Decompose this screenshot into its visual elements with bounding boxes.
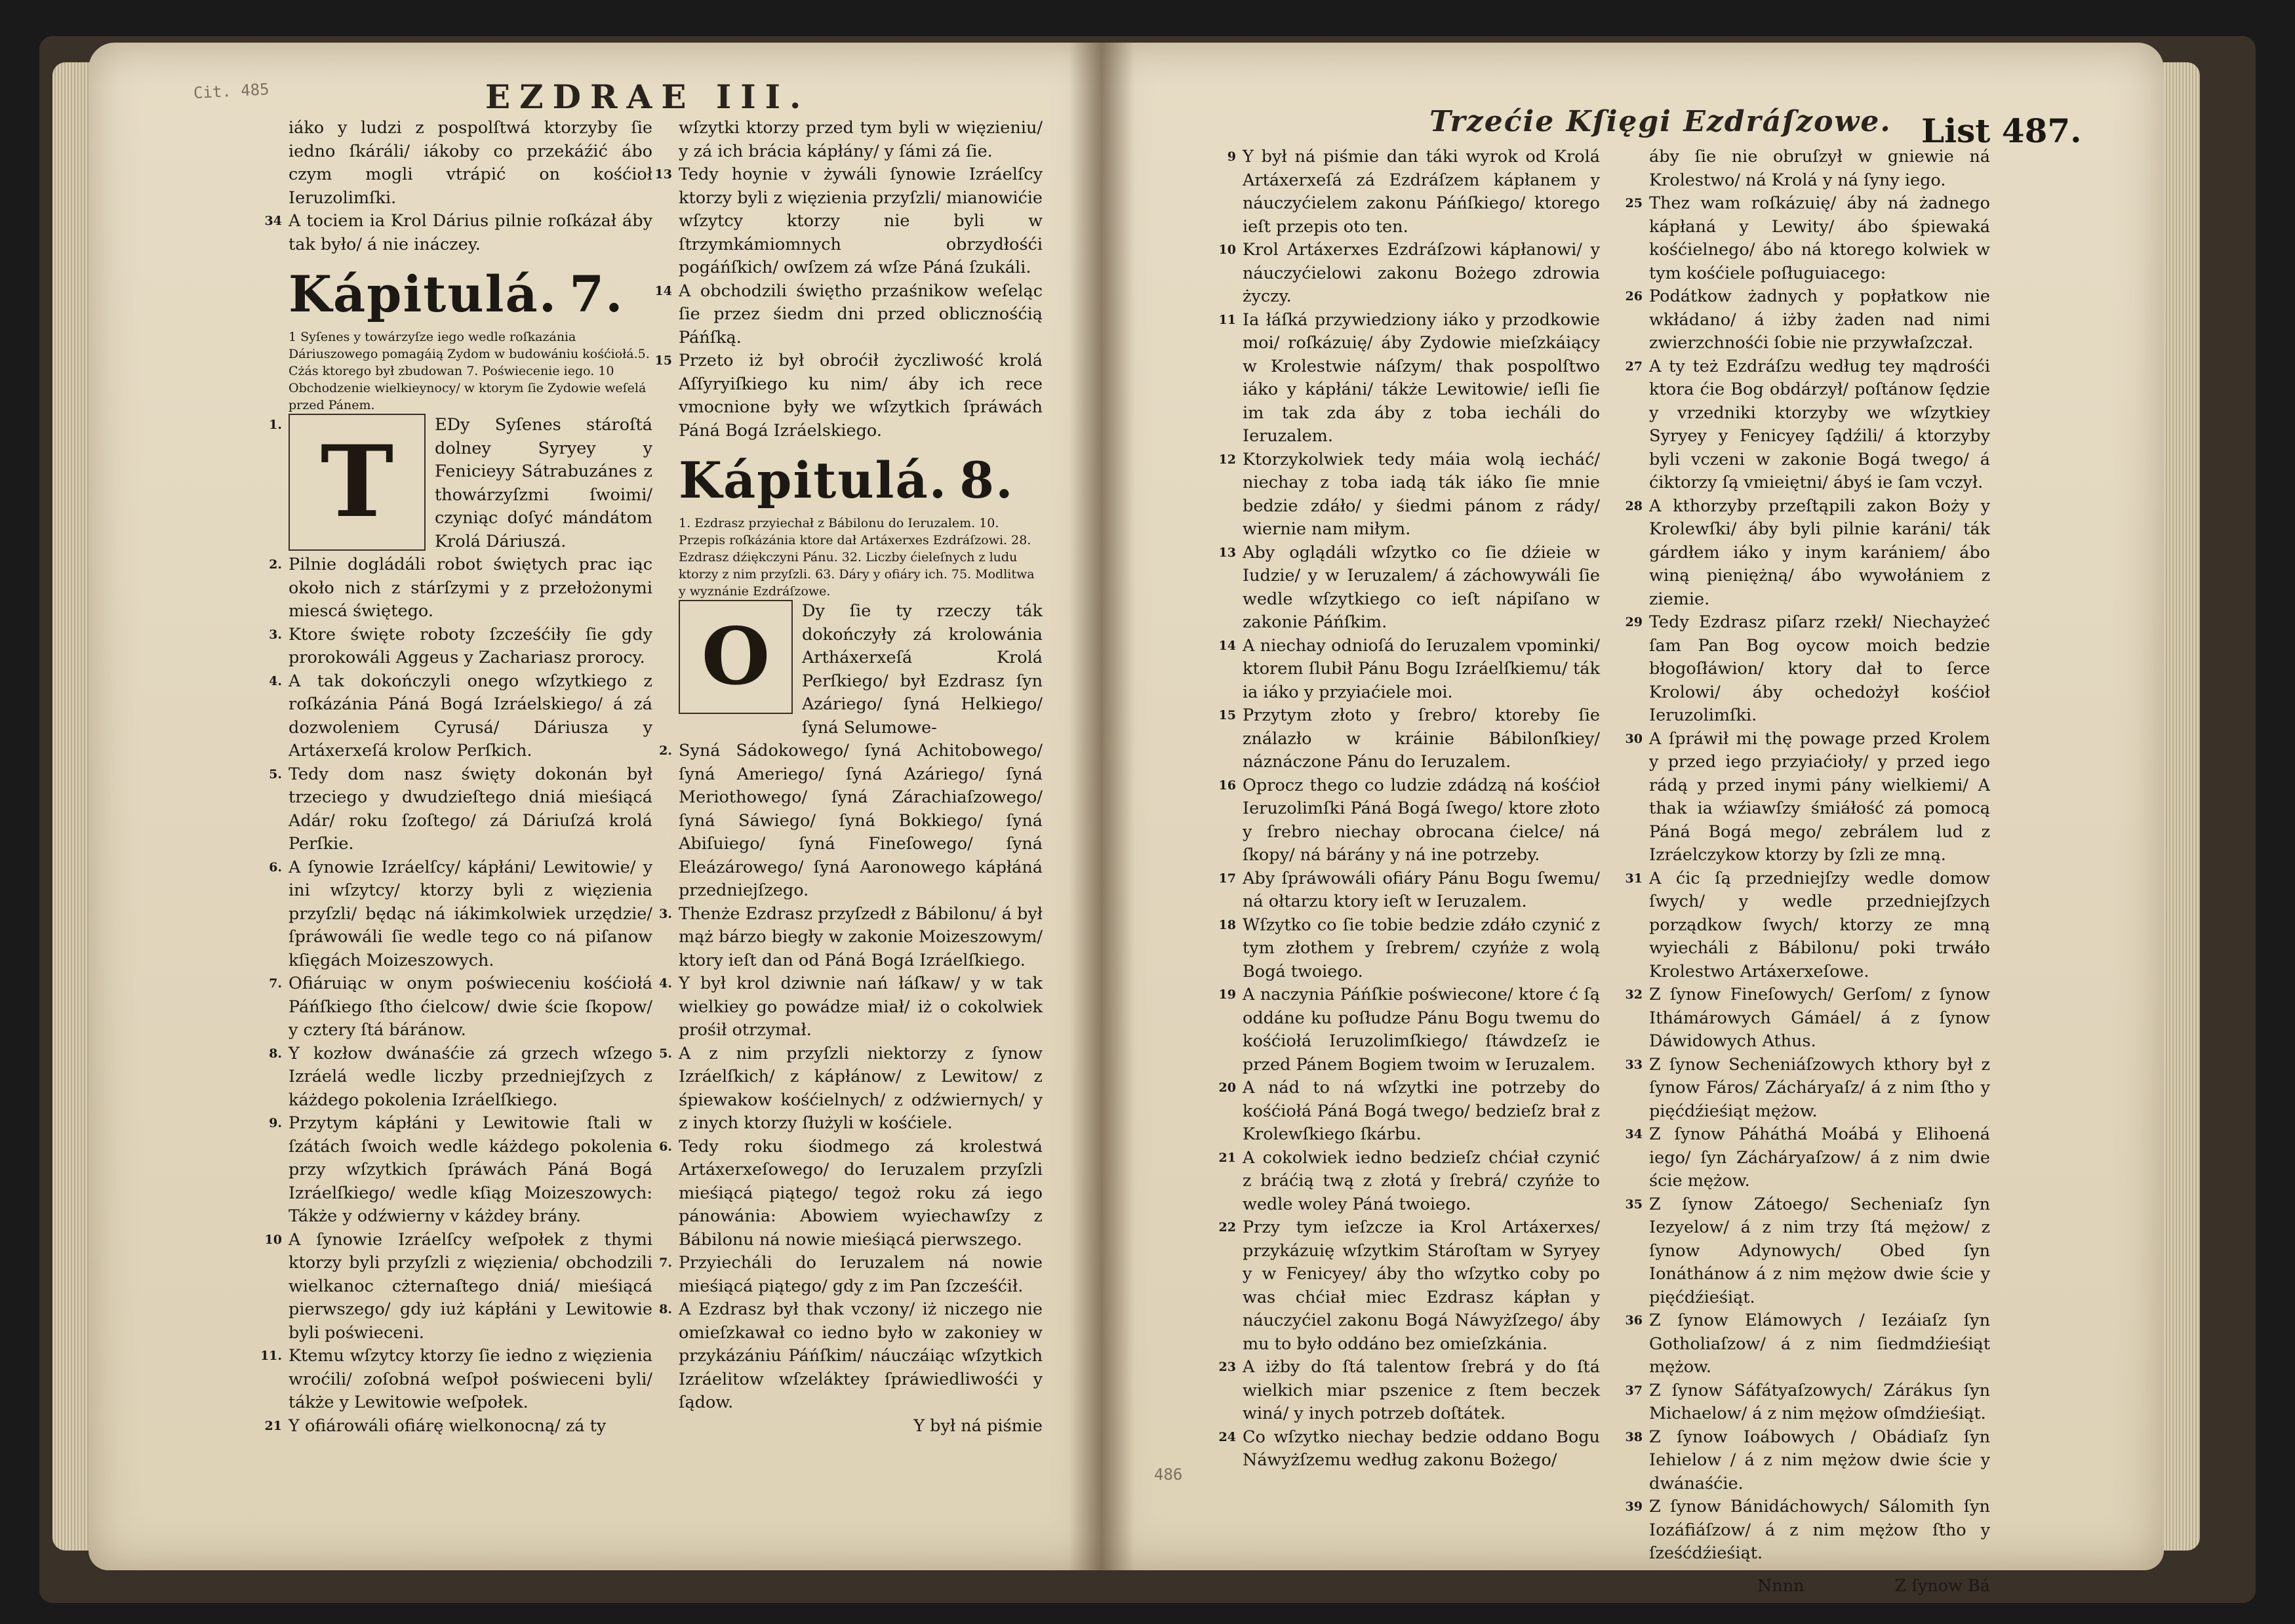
page-edges-right	[2161, 62, 2200, 1551]
verse	[1218, 448, 1600, 542]
verse-text: Co wſzytko niechay bedzie oddano Bogu Náwyżſzemu według zakonu Bożego/	[1243, 1427, 1600, 1470]
verse	[1625, 495, 1990, 612]
catchword-right: Z ſynow Bá	[1894, 1575, 1990, 1596]
verse	[1625, 983, 1990, 1054]
verse	[1218, 1426, 1600, 1473]
verse-text: Aby oglądáli wſzytko co ſie dźieie w Iudzie/ y w Ieruzalem/ á záchowywáli ſie wedle wſzytkiego co ieſt nápiſano w zakonie Páńſkim.	[1243, 542, 1600, 632]
verse-text: A naczynia Páńſkie poświecone/ ktore ć ſą oddáne ku poſłudze Pánu Bogu twemu do kośćiołá Ieruzolimſkiego/ ſtáwdzeſz ie przed Pánem Bogiem twoim w Ieruzalem.	[1243, 985, 1600, 1075]
verse-text: Przytym kápłáni y Lewitowie ſtali w ſzátách ſwoich wedle káżdego pokolenia przy wſzytkich ſpráwách Páná Bogá Izráelſkiego/ wedle kſiąg Moizeszowych: Tákże y odźwierny v káżdey brány.	[289, 1113, 652, 1226]
verse-number: 30	[1625, 731, 1643, 746]
verse	[1625, 1309, 1990, 1379]
chapter-7-title: Kápitulá.	[289, 265, 558, 323]
verse-text: Z ſynow Ioábowych / Obádiaſz ſyn Iehielow / á z nim mężow dwie ście y dwánaśćie.	[1649, 1427, 1990, 1494]
verse	[269, 972, 652, 1042]
verse-text: A nád to ná wſzytki ine potrzeby do kośćiołá Páná Bogá twego/ bedzieſz brał z Krolewſkiego ſkárbu.	[1243, 1078, 1600, 1144]
verse-number: 14	[654, 283, 672, 298]
dropcap-letter: O	[701, 610, 770, 703]
verse-text: A z nim przyſzli niektorzy z ſynow Izráelſkich/ z kápłánow/ z Lewitow/ z śpiewakow kośćielnych/ z odźwiernych/ y z inych ktorzy ſłużyli w kośćiele.	[679, 1043, 1043, 1133]
page-edges-left	[52, 62, 92, 1551]
verse-text: Ia łáſká przywiedziony iáko y przodkowie moi/ roſkázuię/ áby Zydowie mieſzkáiący w Krolestwie náſzym/ thak pospolſtwo iáko y kápłáni/ tákże Lewitowie/ ieſli ſie im tak zda áby z toba iecháli do Ieruzalem.	[1243, 309, 1600, 446]
verse-text: Syná Sádokowego/ ſyná Achitobowego/ ſyná Ameriego/ ſyná Azáriego/ ſyná Meriothowego/ ſyná Zárachiaſzowego/ ſyná Sáwiego/ ſyná Bokkiego/ ſyná Abiſuiego/ ſyná Fineſowego/ ſyná Eleázárowego/ ſyná Aaronowego kápłáná przedniejſzego.	[679, 741, 1043, 900]
verse-number: 36	[1625, 1313, 1643, 1328]
verse-number: 9.	[269, 1116, 282, 1130]
verse	[1625, 1193, 1990, 1310]
chapter-7-summary: 1 Syſenes y towárzyſze iego wedle roſkazánia Dáriuszowego pomagáią Zydom w budowániu kośćiołá.5. Cżás ktorego był zbudowan 7. Poświecenie iego. 10 Obchodzenie wielkieynocy/ w ktorym ſie Zydowie weſelá przed Pánem.	[289, 330, 650, 412]
verse-number: 3.	[659, 906, 672, 921]
verse-text: A ſynowie Izráelſcy/ kápłáni/ Lewitowie/ y ini wſzytcy/ ktorzy byli z więzienia przyſzli/ będąc ná iákimkolwiek urzędzie/ ſpráwowáli ſie wedle tego co ná piſanow kſięgách Moizeszowych.	[289, 857, 652, 970]
pencil-note-right: 486	[1154, 1465, 1183, 1484]
verse-text: Tedy hoynie v żywáli ſynowie Izráelſcy ktorzy byli z więzienia przyſzli/ mianowićie wſzytcy ktorzy nie byli w ſtrzymkámiomnych obrzydłośći pogáńſkich/ owſzem zá wſze Páná ſzukáli.	[679, 165, 1043, 277]
verse-text: Krol Artáxerxes Ezdráſzowi kápłanowi/ y náuczyćielowi zakonu Bożego zdrowia życzy.	[1243, 240, 1600, 306]
verse-number: 6.	[659, 1139, 672, 1154]
verse-number: 2.	[659, 743, 672, 758]
verse	[269, 670, 652, 763]
left-column-1	[260, 117, 652, 1438]
verse	[1218, 774, 1600, 867]
verse	[1218, 1356, 1600, 1426]
verse-text: iáko y ludzi z pospolſtwá ktorzyby ſie iedno ſkáráli/ iákoby co przekáźić ábo czym mogli vtrápić on kośćioł Ieruzolimſki.	[289, 118, 652, 208]
chapter-8-number: 8.	[959, 451, 1014, 509]
verse-number: 10	[264, 1232, 282, 1247]
verse-number: 19	[1218, 987, 1236, 1002]
verse	[679, 117, 1043, 163]
verse	[654, 349, 1043, 443]
verse-text: Dy ſie ty rzeczy ták dokończyły zá krolowánia Artháxerxeſá Krolá Perſkiego/ był Ezdrasz ſyn Azáriego/ ſyná Helkiego/ ſyná Selumowe-	[802, 601, 1043, 738]
verse-number: 10	[1218, 243, 1236, 257]
verse-number: 14	[1218, 638, 1236, 653]
chapter-7-heading	[289, 263, 652, 326]
verse-number: 9	[1227, 149, 1236, 164]
verse-text: A tak dokończyli onego wſzytkiego z roſkázánia Páná Bogá Izráelskiego/ á zá dozwoleniem Cyrusá/ Dáriusza y Artáxerxeſá krolow Perſkich.	[289, 671, 652, 761]
verse	[1625, 1123, 1990, 1193]
verse-number: 4.	[269, 673, 282, 688]
verse	[659, 1298, 1043, 1415]
verse	[1625, 192, 1990, 285]
verse	[264, 1415, 652, 1438]
verse-number: 22	[1218, 1220, 1236, 1235]
verse	[1218, 704, 1600, 774]
verse-text: Przy tym ieſzcze ia Krol Artáxerxes/ przykázuię wſzytkim Stároſtam w Syryey y w Fenicyey/ áby tho wſzytko coby po was chćiał miec Ezdrasz kápłan y náuczyćiel zakonu Bogá Náwyżſzego/ áby mu to było oddáno bez omieſzkánia.	[1243, 1218, 1600, 1354]
verse	[1218, 239, 1600, 309]
verse	[1218, 635, 1600, 705]
verse	[1218, 914, 1600, 984]
verse-number: 34	[264, 214, 282, 228]
verse-number: 23	[1218, 1360, 1236, 1374]
verse	[289, 117, 652, 210]
folio-number: List 487.	[1921, 111, 2082, 150]
verse-number: 28	[1625, 498, 1643, 513]
verse	[1227, 146, 1600, 239]
verse	[659, 1252, 1043, 1298]
verse-text: Z ſynow Sáfátyaſzowych/ Zárákus ſyn Michaelow/ á z nim mężow oſmdźieśiąt.	[1649, 1380, 1990, 1423]
verse-text: Thenże Ezdrasz przyſzedł z Bábilonu/ á był mąż bárzo biegły w zakonie Moizeszowym/ ktory ieſt dan od Páná Bogá Izráelſkiego.	[679, 903, 1043, 970]
verse-number: 5.	[659, 1046, 672, 1061]
verse-number: 20	[1218, 1080, 1236, 1095]
verse-number: 12	[1218, 452, 1236, 467]
verse	[1218, 309, 1600, 448]
verse-number: 33	[1625, 1057, 1643, 1072]
verse-text: Ofiáruiąc w onym poświeceniu kośćiołá Páńſkiego ſtho ćielcow/ dwie ście ſkopow/ y cztery ſtá báránow.	[289, 974, 652, 1040]
verse-text: Z ſynow Zátoego/ Secheniaſz ſyn Iezyelow/ á z nim trzy ſtá mężow/ z ſynow Adynowych/ Obed ſyn Ionáthánow á z nim mężow dwie ście y pięćdźieśiąt.	[1649, 1194, 1990, 1307]
pencil-note-left: Cit. 485	[193, 79, 270, 103]
verse-text: A niechay odnioſá do Ieruzalem vpominki/ ktorem ſlubił Pánu Bogu Izráelſkiemu/ ták ia iáko y przyiaćiele moi.	[1243, 635, 1600, 702]
verse-number: 24	[1218, 1429, 1236, 1444]
verse-number: 1.	[269, 418, 282, 432]
verse-number: 11	[1218, 312, 1236, 327]
chapter-8-title: Kápitulá.	[679, 451, 948, 509]
verse-text: Tedy roku śiodmego zá krolestwá Artáxerxeſowego/ do Ieruzalem przyſzli mieśiącá piątego/ tegoż roku zá iego pánowánia: Abowiem wyiechawſzy z Bábilonu ná nowie mieśiącá pierwszego.	[679, 1136, 1043, 1250]
verse	[269, 624, 652, 670]
chapter-8-heading	[679, 449, 1043, 512]
verse-text: Przytym złoto y ſrebro/ ktoreby ſie ználazło w kráinie Bábilonſkiey/ náznáczone Pánu do Ieruzalem.	[1243, 705, 1600, 772]
verse-number: 21	[1218, 1150, 1236, 1165]
verse-number: 13	[654, 167, 672, 182]
verse-number: 32	[1625, 987, 1643, 1002]
verse-text: Oprocz thego co ludzie zdádzą ná kośćioł Ieruzolimſki Páná Bogá ſwego/ ktore złoto y ſrebro niechay obrocana ćielce/ ná ſkopy/ ná bárány y ná ine potrzeby.	[1243, 775, 1600, 865]
verse	[1218, 1147, 1600, 1217]
verse-text: Pilnie dogládáli robot świętych prac iąc około nich z stárſzymi y z przełożonymi miescá świętego.	[289, 555, 652, 621]
verse-text: Tedy dom nasz święty dokonán był trzeciego y dwudzieſtego dniá mieśiącá Adár/ roku ſzoſtego/ zá Dáriuſzá krolá Perſkie.	[289, 764, 652, 854]
verse-number: 11.	[260, 1349, 282, 1363]
verse	[659, 1136, 1043, 1252]
verse-number: 8.	[269, 1046, 282, 1061]
verse	[1625, 1426, 1990, 1496]
verse	[269, 1112, 652, 1229]
verse-number: 18	[1218, 917, 1236, 932]
verse-number: 39	[1625, 1499, 1643, 1514]
verse	[260, 1345, 652, 1415]
verse-text: áby ſie nie obruſzył w gniewie ná Krolestwo/ ná Krolá y ná ſyny iego.	[1649, 147, 1990, 190]
verse-text: Y ofiárowáli ofiárę wielkonocną/ zá ty	[289, 1416, 607, 1436]
verse-text: wſzytki ktorzy przed tym byli w więzieniu/ y zá ich brácia kápłány/ y ſámi zá ſie.	[679, 118, 1043, 161]
verse-number: 35	[1625, 1197, 1643, 1212]
verse-text: Z ſynow Bánidáchowych/ Sálomith ſyn Iozáfiáſzow/ á z nim mężow ſtho y ſześćdźieśiąt.	[1649, 1497, 1990, 1563]
verse-number: 38	[1625, 1429, 1643, 1444]
verse	[269, 763, 652, 856]
verse-text: Przeto iż był obroćił życzliwość krolá Aſſyryiſkiego ku nim/ áby ich rece vmocnione były we wſzytkich ſpráwách Páná Bogá Izráelskiego.	[679, 351, 1043, 441]
verse-number: 37	[1625, 1383, 1643, 1398]
verse-number: 27	[1625, 359, 1643, 374]
verse	[1625, 285, 1990, 355]
verse	[269, 414, 652, 553]
right-column-1	[1218, 146, 1600, 1473]
verse-number: 25	[1625, 196, 1643, 210]
verse-text: A ty też Ezdráſzu według tey mądrośći ktora ćie Bog obdárzył/ poſtánow ſędzie y vrzedniki ktorzyby we wſzytkiey Syryey y Fenicyey ſądźili/ á ktorzyby byli vczeni w zakonie Bogá twego/ á ćiktorzy ſą vmieiętni/ ábyś ie ſam vczył.	[1649, 356, 1990, 492]
verse	[1625, 355, 1990, 495]
verse-number: 6.	[269, 860, 282, 875]
verse-number: 7.	[269, 976, 282, 991]
verse	[1625, 1379, 1990, 1426]
verse	[1625, 867, 1990, 984]
verse-number: 3.	[269, 627, 282, 642]
verse-number: 15	[654, 353, 672, 368]
verse	[269, 856, 652, 973]
verse-text: Z ſynow Fineſowych/ Gerſom/ z ſynow Ithámárowych Gámáel/ á z ſynow Dáwidowych Athus.	[1649, 985, 1990, 1051]
verse-number: 2.	[269, 557, 282, 572]
verse-text: Wſzytko co ſie tobie bedzie zdáło czynić z tym złothem y ſrebrem/ czyńże z wolą Bogá twoiego.	[1243, 915, 1600, 981]
verse-text: Y kozłow dwánaśćie zá grzech wſzego Izráelá wedle liczby przedniejſzych z káżdego pokolenia Izráelſkiego.	[289, 1043, 652, 1110]
verse	[1625, 728, 1990, 867]
verse	[659, 972, 1043, 1042]
verse-text: A ſynowie Izráelſcy weſpołek z thymi ktorzy byli przyſzli z więzienia/ obchodzili wielkanoc cżternaſtego dniá/ mieśiącá pierwszego/ gdy iuż kápłáni y Lewitowie byli poświeceni.	[289, 1229, 652, 1343]
verse-text: Tedy Ezdrasz piſarz rzekł/ Niechayżeć ſam Pan Bog oycow moich bedzie błogoſłáwion/ ktory dał to ſerce Krolowi/ áby ochedożył kośćioł Ieruzolimſki.	[1649, 612, 1990, 725]
verse	[1625, 1054, 1990, 1124]
verse-text: Z ſynow Páháthá Moábá y Elihoená iego/ ſyn Zácháryaſzow/ á z nim dwie ście mężow.	[1649, 1124, 1990, 1191]
verse	[264, 1229, 652, 1345]
verse-number: 31	[1625, 871, 1643, 886]
verse-text: A tociem ia Krol Dárius pilnie roſkázał áby tak było/ á nie ináczey.	[289, 211, 652, 254]
dropcap-letter: T	[320, 424, 394, 540]
verse-text: A cokolwiek iedno bedzieſz chćiał czynić z bráćią twą z złotá y ſrebrá/ czyńże to wedle woley Páná twoiego.	[1243, 1147, 1600, 1214]
verse-text: A ſpráwił mi thę powage przed Krolem y przed iego przyiaćioły/ y przed iego rádą y przed inymi pány wielkiemi/ A thak ia wźiawſzy śmiáłość zá pomocą Páná Bogá mego/ zebrálem lud z Izráelczykow ktorzy by ſzli ze mną.	[1649, 728, 1990, 865]
verse-text: Thez wam roſkázuię/ áby ná żadnego kápłaná y Lewity/ ábo śpiewaká kośćielnego/ ábo ná ktorego kolwiek w tym kośćiele poſługuiacego:	[1649, 193, 1990, 283]
right-column-2	[1625, 146, 1990, 1598]
verse	[1218, 1216, 1600, 1356]
verse	[1649, 146, 1990, 192]
verse	[269, 1042, 652, 1113]
verse-text: Y był ná piśmie dan táki wyrok od Krolá Artáxerxeſá zá Ezdráſzem kápłanem y náuczyćielem zakonu Páńſkiego/ ktorego ieſt przepis oto ten.	[1243, 147, 1600, 237]
gutter-shadow	[1069, 43, 1134, 1570]
verse-text: A Ezdrasz był thak vczony/ iż niczego nie omieſzkawał co iedno było w zakoniey w przykázániu Páńſkim/ náuczáiąc wſzytkich Izráelitow wſzeláktey ſpráwiedliwośći y ſądow.	[679, 1299, 1043, 1412]
verse-number: 29	[1625, 615, 1643, 629]
verse	[269, 553, 652, 624]
catchword-left: Y był ná piśmie	[913, 1416, 1043, 1436]
left-column-2	[654, 117, 1043, 1438]
running-head-left: EZDRAE III.	[485, 77, 810, 116]
verse-text: Aby ſpráwowáli ofiáry Pánu Bogu ſwemu/ ná ołtarzu ktory ieſt w Ieruzalem.	[1243, 868, 1600, 911]
verse-text: Ktemu wſzytcy ktorzy ſie iedno z więzienia wroćili/ zoſobná weſpoł poświeceni byli/ tákże y Lewitowie weſpołek.	[289, 1346, 652, 1412]
footer-line	[1649, 1575, 1990, 1598]
verse-text: A ćic ſą przedniejſzy wedle domow ſwych/ y wedle przedniejſzych porządkow ſwych/ ktorzy ze mną wyiecháli z Bábilonu/ poki trwáło Krolestwo Artáxerxeſowe.	[1649, 868, 1990, 981]
running-head-right: Trzećie Kſięgi Ezdráſzowe.	[1429, 105, 1892, 138]
verse-number: 7.	[659, 1256, 672, 1270]
verse-number: 17	[1218, 871, 1236, 886]
verse-number: 16	[1218, 778, 1236, 793]
verse	[659, 903, 1043, 973]
chapter-7-number: 7.	[569, 265, 624, 323]
verse-text: Ktore święte roboty ſzcześćiły ſie gdy prorokowáli Aggeus y Zachariasz prorocy.	[289, 624, 652, 667]
verse-number: 34	[1625, 1127, 1643, 1141]
verse	[1218, 542, 1600, 635]
verse-text: A obchodzili świętho przaśnikow weſeląc ſie przez śiedm dni przed oblicznośćią Páńſką.	[679, 281, 1043, 347]
verse-text: Z ſynow Elámowych / Iezáiaſz ſyn Gotholiaſzow/ á z nim ſiedmdźieśiąt mężow.	[1649, 1311, 1990, 1377]
signature-mark: Nnnn	[1757, 1575, 1805, 1596]
verse	[1218, 1077, 1600, 1147]
verse-text: EDy Syſenes stároſtá dolney Syryey y Fenicieyy Sátrabuzánes z thowárzyſzmi ſwoimi/ czyniąc doſyć mándátom Krolá Dáriuszá.	[435, 415, 652, 551]
verse-text: Y był krol dziwnie nań łáſkaw/ y w tak wielkiey go powádze miał/ iż o cokolwiek prośił otrzymał.	[679, 974, 1043, 1040]
verse-text: Ktorzykolwiek tedy máia wolą iecháć/ niechay z toba iadą ták iáko ſie mnie bedzie zdáło/ y śiedmi pánom z rády/ wiernie nam miłym.	[1243, 449, 1600, 539]
verse	[654, 163, 1043, 280]
verse-text: A kthorzyby przeſtąpili zakon Boży y Krolewſki/ áby byli pilnie karáni/ ták gárdłem iáko y inym karániem/ ábo winą pieniężną/ ábo wywołániem z ziemie.	[1649, 496, 1990, 609]
verse	[1218, 983, 1600, 1077]
verse	[1218, 867, 1600, 914]
verse-text: A iżby do ſtá talentow ſrebrá y do ſtá wielkich miar pszenice z ſtem beczek winá/ y inych potrzeb doſtátek.	[1243, 1357, 1600, 1423]
chapter-8-summary: 1. Ezdrasz przyiechał z Bábilonu do Ieruzalem. 10. Przepis roſkázánia ktore dał Artáxerxes Ezdráſzowi. 28. Ezdrasz dźiękczyni Pánu. 32. Liczby ćieleſnych z ludu ktorzy z nim przyſzli. 63. Dáry y ofiáry ich. 75. Modlitwa y wyznánie Ezdráſzowe.	[679, 516, 1035, 599]
verse-text: Z ſynow Secheniáſzowych kthory był z ſynow Fáros/ Zácháryaſz/ á z nim ſtho y pięćdźieśiąt mężow.	[1649, 1054, 1990, 1121]
verse-number: 13	[1218, 545, 1236, 560]
verse	[659, 1042, 1043, 1136]
verse-number: 26	[1625, 289, 1643, 304]
verse	[1625, 1495, 1990, 1566]
verse-number: 15	[1218, 708, 1236, 723]
verse	[659, 740, 1043, 903]
verse	[264, 210, 652, 256]
verse	[654, 280, 1043, 350]
verse-number: 5.	[269, 766, 282, 782]
verse-text: Podátkow żadnych y popłatkow nie wkłádano/ á iżby żaden nad nimi zwierzchnośći ſobie nie przywłaſzczał.	[1649, 287, 1990, 353]
verse	[1625, 611, 1990, 728]
verse-number: 21	[264, 1418, 282, 1433]
verse	[679, 600, 1043, 740]
verse-number: 8.	[659, 1302, 672, 1317]
verse-number: 4.	[659, 976, 672, 991]
verse-text: Przyiecháli do Ieruzalem ná nowie mieśiącá piątego/ gdy z im Pan ſzcześćił.	[679, 1253, 1043, 1296]
